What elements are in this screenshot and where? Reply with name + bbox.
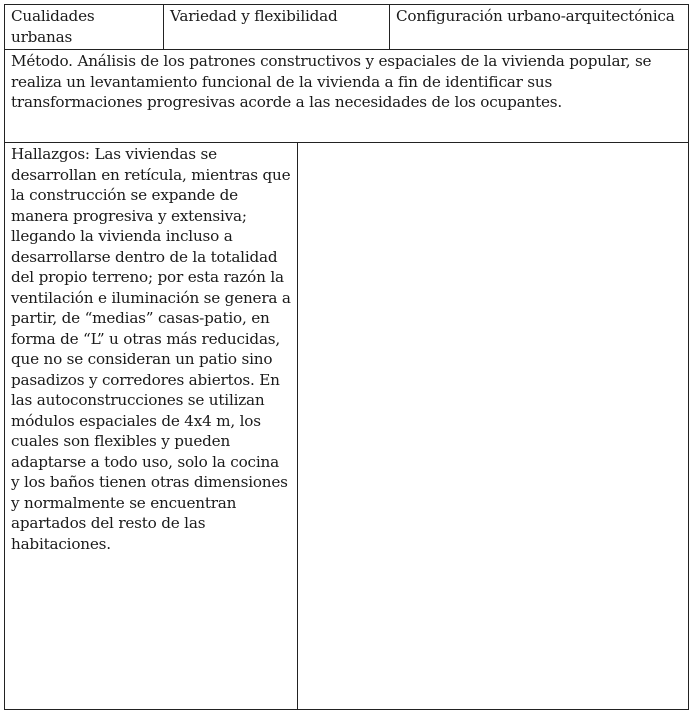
header-cell-urban-architectural-configuration: Configuración urbano-arquitectónica [390,5,688,50]
urban-qualities-table [4,4,689,710]
header-cell-variety-flexibility: Variedad y flexibilidad [164,5,390,50]
empty-cell [298,143,688,709]
method-cell: Método. Análisis de los patrones constructivos y espaciales de la vivienda popular, se realiza un levantamiento funcional de la vivienda a fin de identificar sus transformaciones progresivas acorde a las necesidades de los ocupantes. [5,50,688,143]
findings-cell: Hallazgos: Las viviendas se desarrollan en retícula, mientras que la construcción se expande de manera progresiva y extensiva; llegando la vivienda incluso a desarrollarse dentro de la totalidad del propio terreno; por esta razón la ventilación e iluminación se genera a partir, de “medias” casas-patio, en forma de “L” u otras más reducidas, que no se consideran un patio sino pasadizos y corredores abiertos. En las autoconstrucciones se utilizan módulos espaciales de 4x4 m, los cuales son flexibles y pueden adaptarse a todo uso, solo la cocina y los baños tienen otras dimensiones y normalmente se encuentran apartados del resto de las habitaciones. [5,143,298,709]
header-cell-urban-qualities: Cualidades urbanas [5,5,164,50]
